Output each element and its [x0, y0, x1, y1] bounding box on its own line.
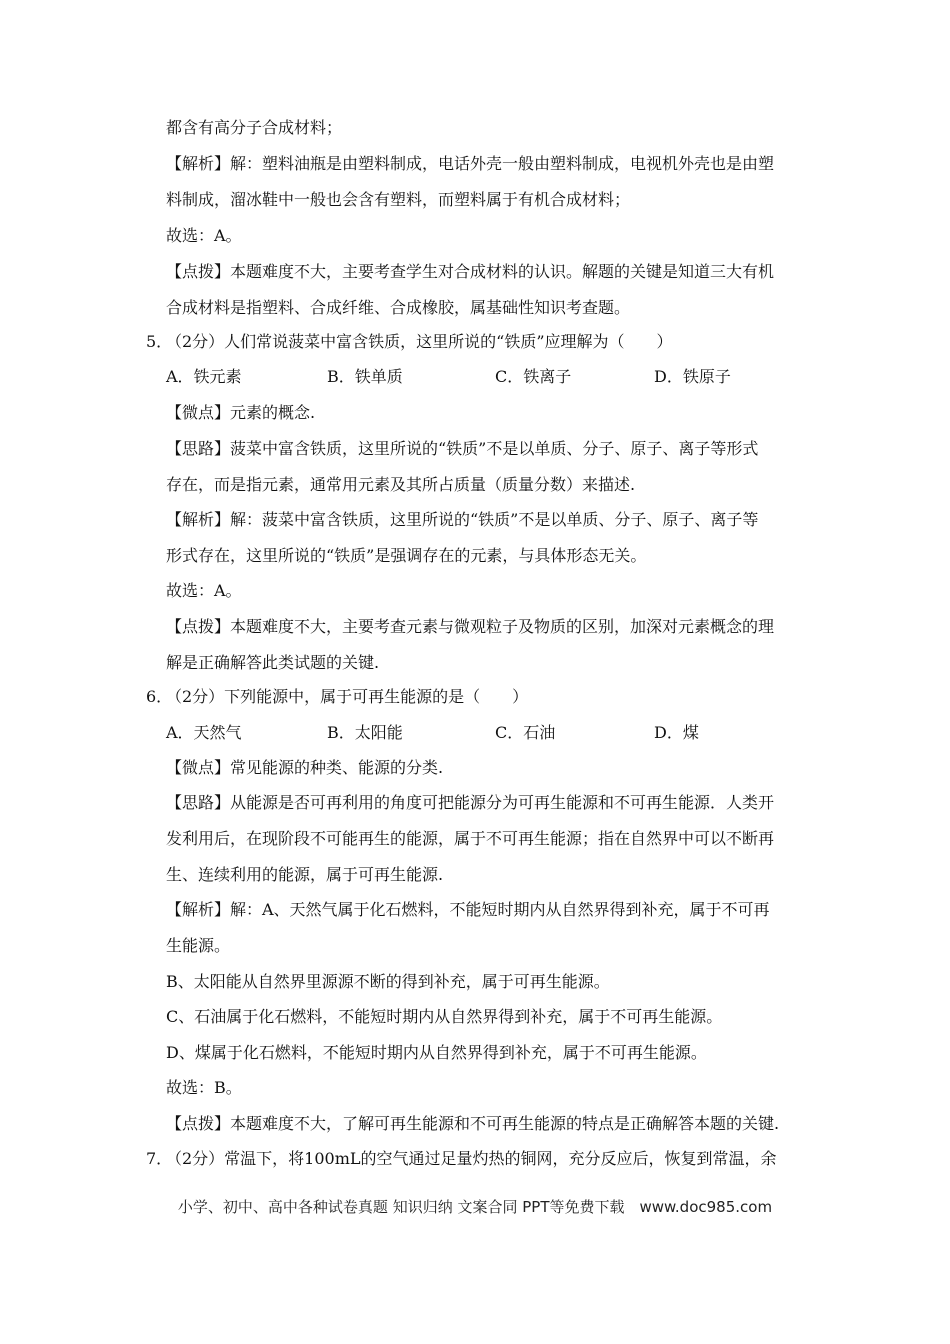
- question-text: （2分）常温下，将100mL的空气通过足量灼热的铜网，充分反应后，恢复到常温，余: [166, 1149, 777, 1168]
- option-c: C．铁离子: [495, 367, 572, 386]
- idea-line: 【思路】从能源是否可再利用的角度可把能源分为可再生能源和不可再生能源．人类开: [166, 793, 775, 812]
- question-6-stem: [146, 687, 796, 707]
- tip-line: 【点拨】本题难度不大，了解可再生能源和不可再生能源的特点是正确解答本题的关键.: [166, 1114, 780, 1133]
- answer-line: 故选：A。: [166, 226, 242, 245]
- option-d: D．铁原子: [654, 367, 731, 386]
- question-text: （2分）人们常说菠菜中富含铁质，这里所说的“铁质”应理解为（ ）: [166, 332, 673, 351]
- text-line: 合成材料是指塑料、合成纤维、合成橡胶，属基础性知识考查题。: [166, 298, 631, 317]
- tip-line: 【点拨】本题难度不大，主要考查元素与微观粒子及物质的区别，加深对元素概念的理: [166, 617, 775, 636]
- point-line: 【微点】元素的概念.: [166, 403, 316, 422]
- page-footer: 小学、初中、高中各种试卷真题 知识归纳 文案合同 PPT等免费下载 www.doc985.com: [177, 1198, 773, 1216]
- option-b: B．铁单质: [327, 367, 403, 386]
- question-5-options: [166, 367, 816, 387]
- text-line: 发利用后，在现阶段不可能再生的能源，属于不可再生能源；指在自然界中可以不断再: [166, 829, 775, 848]
- question-text: （2分）下列能源中，属于可再生能源的是（ ）: [166, 687, 529, 706]
- text-line: D、煤属于化石燃料，不能短时期内从自然界得到补充，属于不可再生能源。: [166, 1043, 707, 1062]
- option-a: A．铁元素: [166, 367, 242, 386]
- analysis-line: 【解析】解：菠菜中富含铁质，这里所说的“铁质”不是以单质、分子、原子、离子等: [166, 510, 759, 529]
- text-line: 解是正确解答此类试题的关键.: [166, 653, 380, 672]
- idea-line: 【思路】菠菜中富含铁质，这里所说的“铁质”不是以单质、分子、原子、离子等形式: [166, 439, 759, 458]
- option-a: A．天然气: [166, 723, 242, 742]
- text-line: 形式存在，这里所说的“铁质”是强调存在的元素，与具体形态无关。: [166, 546, 647, 565]
- option-c: C．石油: [495, 723, 556, 742]
- tip-line: 【点拨】本题难度不大，主要考查学生对合成材料的认识。解题的关键是知道三大有机: [166, 262, 775, 281]
- question-number: 6．: [146, 687, 173, 706]
- text-line: 生能源。: [166, 936, 231, 955]
- question-number: 7．: [146, 1149, 173, 1168]
- analysis-line: 【解析】解：A、天然气属于化石燃料，不能短时期内从自然界得到补充，属于不可再: [166, 900, 770, 919]
- text-line: 生、连续利用的能源，属于可再生能源.: [166, 865, 444, 884]
- analysis-line: 【解析】解：塑料油瓶是由塑料制成，电话外壳一般由塑料制成，电视机外壳也是由塑: [166, 154, 775, 173]
- text-line: C、石油属于化石燃料，不能短时期内从自然界得到补充，属于不可再生能源。: [166, 1007, 723, 1026]
- text-line: 存在，而是指元素，通常用元素及其所占质量（质量分数）来描述.: [166, 475, 636, 494]
- option-d: D．煤: [654, 723, 699, 742]
- answer-line: 故选：B。: [166, 1078, 242, 1097]
- text-line: B、太阳能从自然界里源源不断的得到补充，属于可再生能源。: [166, 972, 610, 991]
- question-7-stem: [146, 1149, 796, 1169]
- point-line: 【微点】常见能源的种类、能源的分类.: [166, 758, 444, 777]
- question-number: 5．: [146, 332, 173, 351]
- question-6-options: [166, 723, 816, 743]
- question-5-stem: [146, 332, 796, 352]
- option-b: B．太阳能: [327, 723, 403, 742]
- answer-line: 故选：A。: [166, 581, 242, 600]
- text-line: 都含有高分子合成材料；: [166, 118, 343, 137]
- text-line: 料制成，溜冰鞋中一般也会含有塑料，而塑料属于有机合成材料；: [166, 190, 631, 209]
